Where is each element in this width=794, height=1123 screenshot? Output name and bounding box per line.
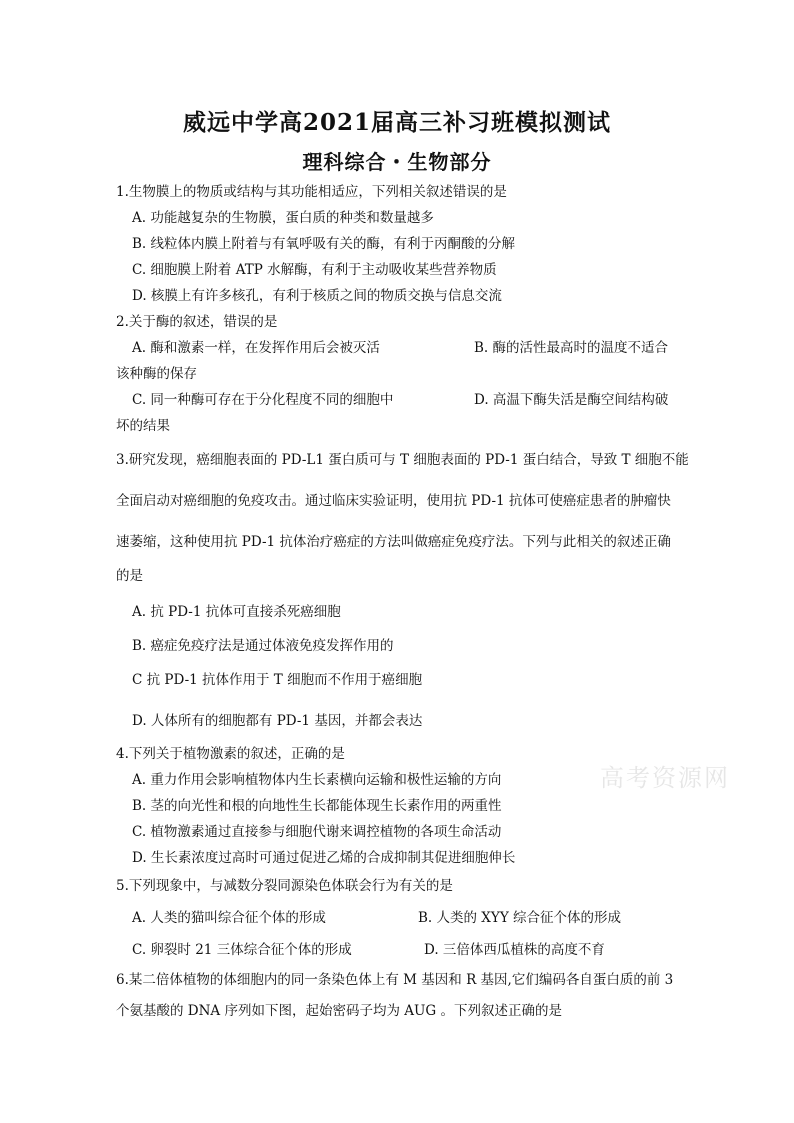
question-2-option-b-cont: 该种酶的保存 [116,366,197,382]
question-1-option-c: C. 细胞膜上附着 ATP 水解酶，有利于主动吸收某些营养物质 [132,262,497,278]
question-3-option-a: A. 抗 PD-1 抗体可直接杀死癌细胞 [132,604,341,620]
question-6-stem-line-1: 6.某二倍体植物的体细胞内的同一条染色体上有 M 基因和 R 基因,它们编码各自蛋白质的前 3 [116,972,674,988]
question-2-option-a: A. 酶和激素一样，在发挥作用后会被灭活 [132,340,380,356]
question-2-option-d: D. 高温下酶失活是酶空间结构破 [474,392,669,408]
question-2-option-c: C. 同一种酶可存在于分化程度不同的细胞中 [132,392,394,408]
question-4-option-b: B. 茎的向光性和根的向地性生长都能体现生长素作用的两重性 [132,798,502,814]
question-5-option-d: D. 三倍体西瓜植株的高度不育 [424,942,605,958]
watermark: 高考资源网 [600,764,730,792]
question-3-option-d: D. 人体所有的细胞都有 PD-1 基因，并都会表达 [132,713,423,729]
question-5-option-c: C. 卵裂时 21 三体综合征个体的形成 [132,942,352,958]
exam-title: 威远中学高2021届高三补习班模拟测试 [182,109,611,136]
question-3-stem-line-2: 全面启动对癌细胞的免疫攻击。通过临床实验证明，使用抗 PD-1 抗体可使癌症患者的肿瘤快 [116,493,671,509]
question-4-option-a: A. 重力作用会影响植物体内生长素横向运输和极性运输的方向 [132,772,502,788]
question-4-stem: 4.下列关于植物激素的叙述，正确的是 [116,746,345,762]
question-1-option-d: D. 核膜上有许多核孔，有利于核质之间的物质交换与信息交流 [132,288,502,304]
question-1-stem: 1.生物膜上的物质或结构与其功能相适应，下列相关叙述错误的是 [116,184,507,200]
question-2-option-b: B. 酶的活性最高时的温度不适合 [474,340,669,356]
exam-subtitle: 理科综合・生物部分 [302,150,492,174]
question-2-option-d-cont: 坏的结果 [116,418,170,434]
question-3-stem-line-3: 速萎缩，这种使用抗 PD-1 抗体治疗癌症的方法叫做癌症免疫疗法。下列与此相关的叙述正确 [116,534,671,550]
question-1-option-a: A. 功能越复杂的生物膜，蛋白质的种类和数量越多 [132,210,434,226]
question-3-option-b: B. 癌症免疫疗法是通过体液免疫发挥作用的 [132,638,394,654]
question-3-stem-line-1: 3.研究发现，癌细胞表面的 PD-L1 蛋白质可与 T 细胞表面的 PD-1 蛋白结合，导致 T 细胞不能 [116,452,689,468]
question-5-option-a: A. 人类的猫叫综合征个体的形成 [132,910,326,926]
question-6-stem-line-2: 个氨基酸的 DNA 序列如下图，起始密码子均为 AUG 。下列叙述正确的是 [116,1003,562,1019]
question-5-stem: 5.下列现象中，与减数分裂同源染色体联会行为有关的是 [116,878,453,894]
question-2-stem: 2.关于酶的叙述，错误的是 [116,314,278,330]
question-3-option-c: C 抗 PD-1 抗体作用于 T 细胞而不作用于癌细胞 [132,672,423,688]
question-3-stem-line-4: 的是 [116,568,143,584]
question-4-option-c: C. 植物激素通过直接参与细胞代谢来调控植物的各项生命活动 [132,824,502,840]
question-1-option-b: B. 线粒体内膜上附着与有氧呼吸有关的酶，有利于丙酮酸的分解 [132,236,516,252]
question-4-option-d: D. 生长素浓度过高时可通过促进乙烯的合成抑制其促进细胞伸长 [132,850,516,866]
question-5-option-b: B. 人类的 XYY 综合征个体的形成 [418,910,622,926]
